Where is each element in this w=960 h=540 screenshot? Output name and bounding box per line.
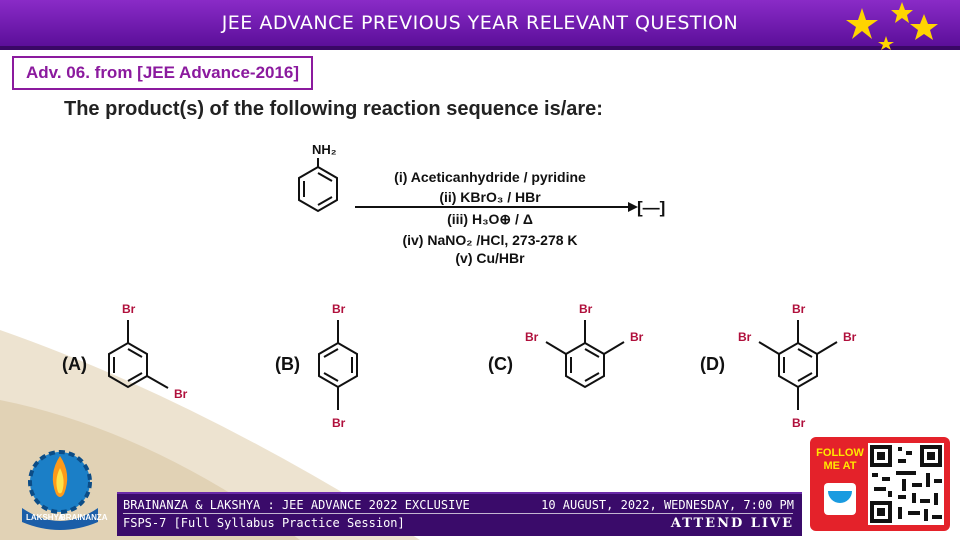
footer-session: FSPS-7 [Full Syllabus Practice Session] [123, 516, 405, 530]
follow-box[interactable] [810, 437, 950, 531]
reaction-step-4: (iv) NaNO₂ /HCl, 273-278 K [402, 232, 578, 248]
option-a-label[interactable]: (A) [62, 354, 87, 374]
question-text: The product(s) of the following reaction sequence is/are: [64, 98, 603, 120]
reaction-step-5: (v) Cu/HBr [455, 250, 525, 266]
lakshya-brainanza-logo [8, 438, 112, 534]
option-c-br-top: Br [579, 302, 593, 316]
reaction-step-1: (i) Aceticanhydride / pyridine [394, 169, 586, 185]
header-title: JEE ADVANCE PREVIOUS YEAR RELEVANT QUESTION [221, 12, 739, 34]
option-c-structure [546, 320, 624, 387]
option-d-br-top: Br [792, 302, 806, 316]
aniline-structure [299, 158, 337, 211]
question-tag: Adv. 06. from [JEE Advance-2016] [12, 56, 313, 90]
option-b-br-bottom: Br [332, 416, 346, 430]
option-a-structure [109, 320, 168, 388]
follow-text: FOLLOW ME AT [816, 447, 864, 472]
option-a-br-right: Br [174, 387, 188, 401]
option-a-br-top: Br [122, 302, 136, 316]
aniline-nh2-label: NH₂ [312, 142, 337, 157]
footer-date-time: 10 AUGUST, 2022, WEDNESDAY, 7:00 PM [541, 498, 794, 512]
reaction-product: [—] [637, 198, 666, 217]
footer-event-title: BRAINANZA & LAKSHYA : JEE ADVANCE 2022 EXCLUSIVE [123, 498, 470, 512]
option-d-br-right: Br [843, 330, 857, 344]
option-b-structure [319, 320, 357, 410]
qr-code-icon[interactable] [868, 443, 944, 525]
option-d-label[interactable]: (D) [700, 354, 725, 374]
option-d-br-bottom: Br [792, 416, 806, 430]
option-b-label[interactable]: (B) [275, 354, 300, 374]
footer-divider [123, 513, 793, 514]
option-c-label[interactable]: (C) [488, 354, 513, 374]
option-d-structure [759, 320, 837, 410]
option-d-br-left: Br [738, 330, 752, 344]
svg-text:LAKSHYA: LAKSHYA [26, 513, 64, 522]
attend-live-label[interactable]: ATTEND LIVE [670, 516, 794, 531]
option-c-br-left: Br [525, 330, 539, 344]
footer-bar [117, 492, 802, 536]
reaction-step-2: (ii) KBrO₃ / HBr [439, 189, 541, 205]
option-c-br-right: Br [630, 330, 644, 344]
svg-text:BRAINANZA: BRAINANZA [60, 513, 108, 522]
unacademy-icon [824, 483, 856, 515]
reaction-step-3: (iii) H₃O⊕ / Δ [447, 211, 533, 227]
option-b-br-top: Br [332, 302, 346, 316]
